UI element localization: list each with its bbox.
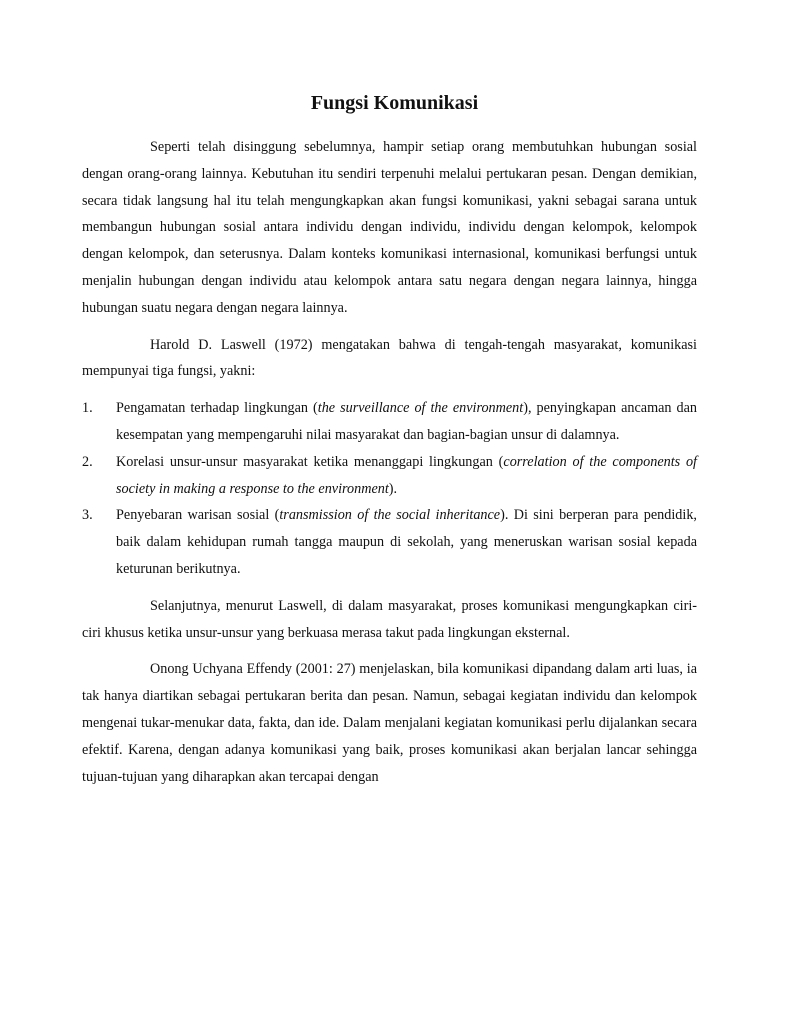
paragraph-effendy: Onong Uchyana Effendy (2001: 27) menjelaskan, bila komunikasi dipandang dalam arti luas, ia tak hanya diartikan sebagai pertukaran berita dan pesan. Namun, sebagai kegiatan individu dan kelompok mengenai tukar-menukar data, fakta, dan ide. Dalam menjalani kegiatan komunikasi perlu dijalankan secara efektif. Karena, dengan adanya komunikasi yang baik, proses komunikasi akan berjalan lancar sehingga tujuan-tujuan yang diharapkan akan tercapai dengan bbox=[82, 661, 697, 785]
list-item-italic-term: transmission of the social inheritance bbox=[279, 507, 501, 524]
list-item-italic-term: correlation of the components of society in making a response to the environment bbox=[116, 453, 697, 497]
list-item-number: 3. bbox=[82, 507, 93, 524]
list-item-text: ). Di sini berperan para pendidik, baik dalam kehidupan rumah tangga maupun di sekolah, yang meneruskan warisan sosial kepada keturunan berikutnya. bbox=[116, 507, 697, 577]
list-item-text: Penyebaran warisan sosial ( bbox=[116, 507, 280, 524]
list-item-number: 1. bbox=[82, 400, 93, 417]
list-item-text: Korelasi unsur-unsur masyarakat ketika menanggapi lingkungan ( bbox=[116, 453, 504, 470]
list-item bbox=[82, 449, 697, 503]
list-item-text: Pengamatan terhadap lingkungan ( bbox=[116, 400, 318, 417]
list-item-number: 2. bbox=[82, 453, 93, 470]
list-item bbox=[82, 395, 697, 449]
paragraph-intro: Seperti telah disinggung sebelumnya, hampir setiap orang membutuhkan hubungan sosial dengan orang-orang lainnya. Kebutuhan itu sendiri terpenuhi melalui pertukaran pesan. Dengan demikian, secara tidak langsung hal itu telah mengungkapkan akan fungsi komunikasi, yakni sebagai sarana untuk membangun hubungan sosial antara individu dengan individu, individu dengan kelompok, kelompok dengan kelompok, dan seterusnya. Dalam konteks komunikasi internasional, komunikasi berfungsi untuk menjalin hubungan dengan individu atau kelompok antara satu negara dengan negara lainnya, hingga hubungan suatu negara dengan negara lainnya. bbox=[82, 139, 697, 316]
paragraph-laswell-continued: Selanjutnya, menurut Laswell, di dalam masyarakat, proses komunikasi mengungkapkan ciri-ciri khusus ketika unsur-unsur yang berkuasa merasa takut pada lingkungan eksternal. bbox=[82, 597, 697, 641]
functions-list bbox=[82, 395, 697, 583]
list-item-text: ), penyingkapan ancaman dan kesempatan yang mempengaruhi nilai masyarakat dan bagian-bagian unsur di dalamnya. bbox=[116, 400, 697, 443]
list-item-text: ). bbox=[388, 480, 398, 497]
list-item-italic-term: the surveillance of the environment bbox=[317, 400, 524, 417]
list-item bbox=[82, 502, 697, 582]
paragraph-laswell: Harold D. Laswell (1972) mengatakan bahwa di tengah-tengah masyarakat, komunikasi mempunyai tiga fungsi, yakni: bbox=[82, 336, 697, 380]
page-title: Fungsi Komunikasi bbox=[310, 92, 479, 114]
